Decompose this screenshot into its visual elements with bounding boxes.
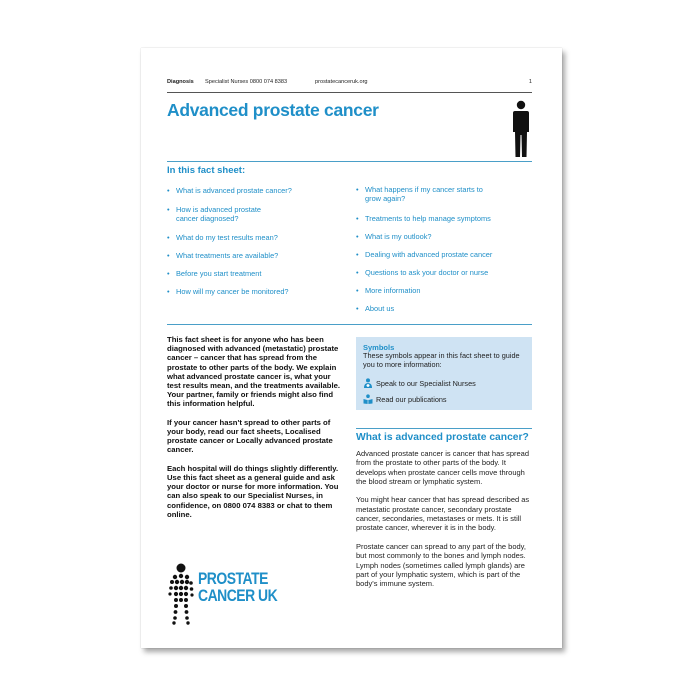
symbols-heading: Symbols xyxy=(363,343,395,352)
toc-heading: In this fact sheet: xyxy=(167,165,246,176)
intro-paragraph: If your cancer hasn't spread to other parts of your body, read our fact sheets, Localised prostate cancer or Locally advanced prostate cancer. xyxy=(167,417,333,455)
intro-paragraph: This fact sheet is for anyone who has been diagnosed with advanced (metastatic) prostate cancer – cancer that has spread from the prostate to other parts of the body. We explain what advanced prostate cancer is, what your test results mean, and the treatments available. Your partner, family or friends might also find this information helpful. xyxy=(167,335,341,409)
symbols-box: Symbols These symbols appear in this fact sheet to guide you to more information: Speak to our Specialist Nurses Read our publications xyxy=(356,337,532,410)
page-number: 1 xyxy=(528,79,532,85)
section-paragraph: Prostate cancer can spread to any part of the body, but most commonly to the bones and lymph nodes. Lymph nodes (sometimes called lymph glands) are part of your lymphatic system, which is part of the body's immune system. xyxy=(356,541,526,589)
header-divider xyxy=(167,92,532,93)
intro-paragraph: Each hospital will do things slightly differently. Use this fact sheet as a general guide and ask your doctor or nurse for more information. You can also speak to our Specialist Nurses, in confidence, on 0800 074 8383 or chat to them online. xyxy=(167,463,339,519)
nurse-icon xyxy=(363,378,373,390)
header-url: prostatecanceruk.org xyxy=(315,79,368,85)
section-top-rule xyxy=(356,428,532,429)
toc-bottom-rule xyxy=(167,324,532,325)
logo-wordmark: PROSTATE CANCER UK xyxy=(198,569,278,605)
symbols-description: These symbols appear in this fact sheet to guide you to more information: xyxy=(363,351,520,369)
section-heading: What is advanced prostate cancer? xyxy=(356,432,529,443)
section-paragraph: You might hear cancer that has spread described as metastatic prostate cancer, secondary prostate cancer, secondaries, metastases or mets. It is still prostate cancer, wherever it is in the body. xyxy=(356,495,530,533)
prostate-cancer-uk-logo-icon xyxy=(167,563,195,630)
person-silhouette-icon xyxy=(511,100,531,163)
page-header xyxy=(167,76,536,92)
fact-sheet-page: Diagnosis Specialist Nurses 0800 074 8383 prostatecanceruk.org 1 Advanced prostate cancer In this fact sheet: • What is advanced prostate cancer? • How is advanced prostate cancer diagnosed? • What do my test results mean? • What treatments are available? • Before you start treatment • How will my cancer be monitored? • What happens if my cancer starts to grow again? • Treatments to help manage symptoms • What is my outlook? • Dealing with advanced prostate cancer • Questions to ask your doctor or nurse • More information • About us This fact sheet is for anyone who has been diagnosed with advanced (metastatic) prostate cancer – cancer that has spread from the prostate to other parts of the body. We explain what advanced prostate cancer is, what your test results mean, and the treatments available. Your partner, family or friends might also find this information helpful. If your cancer hasn't spread to other parts of your body, read our fact sheets, Localised prostate cancer or Locally advanced prostate cancer. Each hospital will do things slightly differently. Use this fact sheet as a general guide and ask your doctor or nurse for more information. You can also speak to our Specialist Nurses, in confidence, on 0800 074 8383 or chat to them online. Symbols These symbols appear in this fact sheet to guide you to more information: Speak to our Specialist Nurses Read our publications What is advanced prostate cancer? Advanced prostate cancer is cancer that has spread from the prostate to other parts of the body. It develops when prostate cancer cells move through the blood stream or lymphatic system. You might hear cancer that has spread described as metastatic prostate cancer, secondary prostate cancer, secondaries, metastases or mets. It is still prostate cancer, wherever it is in the body. Prostate cancer can spread to any part of the body, but most commonly to the bones and lymph nodes. Lymph nodes (sometimes called lymph glands) are part of your lymphatic system, which is part of the body's immune system. PROSTATE CANCER UK xyxy=(141,48,562,648)
header-nurses-phone: Specialist Nurses 0800 074 8383 xyxy=(205,79,288,85)
intro-text xyxy=(167,335,342,528)
page-title: Advanced prostate cancer xyxy=(167,100,379,120)
toc-top-rule xyxy=(167,161,532,162)
section-paragraph: Advanced prostate cancer is cancer that has spread from the prostate to other parts of the body. It develops when prostate cancer cells move through the blood stream or lymphatic system. xyxy=(356,449,530,486)
publications-icon xyxy=(363,394,373,406)
section-body xyxy=(356,449,536,598)
header-section: Diagnosis xyxy=(167,79,194,85)
